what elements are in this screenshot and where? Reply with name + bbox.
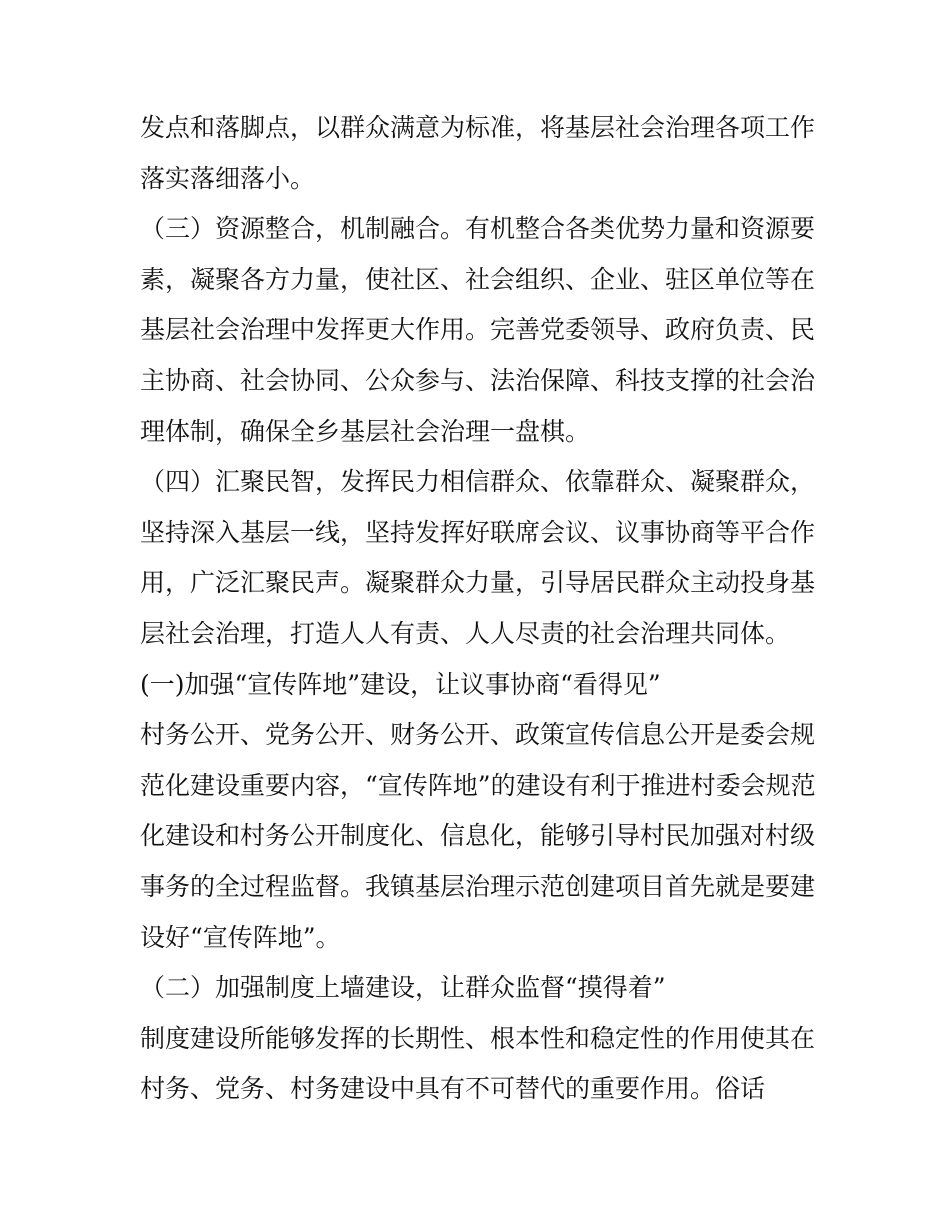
paragraph-line: 发点和落脚点，以群众满意为标准，将基层社会治理各项工作 xyxy=(140,113,816,142)
paragraph-line: 设好“宣传阵地”。 xyxy=(140,922,341,952)
section-heading: （二）加强制度上墙建设，让群众监督“摸得着” xyxy=(140,973,666,1003)
paragraph-line: 范化建设重要内容，“宣传阵地”的建设有利于推进村委会规范 xyxy=(140,770,816,800)
paragraph-line: 用，广泛汇聚民声。凝聚群众力量，引导居民群众主动投身基 xyxy=(140,568,816,598)
paragraph-line: 主协商、社会协同、公众参与、法治保障、科技支撑的社会治 xyxy=(140,365,816,395)
paragraph-line: 村务公开、党务公开、财务公开、政策宣传信息公开是委会规 xyxy=(140,720,816,750)
paragraph-line: 事务的全过程监督。我镇基层治理示范创建项目首先就是要建 xyxy=(140,871,816,901)
paragraph-line: 层社会治理，打造人人有责、人人尽责的社会治理共同体。 xyxy=(140,618,791,648)
paragraph-line: 理体制，确保全乡基层社会治理一盘棋。 xyxy=(140,416,591,446)
paragraph-line: 制度建设所能够发挥的长期性、根本性和稳定性的作用使其在 xyxy=(140,1023,816,1053)
paragraph-line: 村务、党务、村务建设中具有不可替代的重要作用。俗话 xyxy=(140,1074,766,1104)
paragraph-line: （四）汇聚民智，发挥民力相信群众、依靠群众、凝聚群众， xyxy=(140,467,816,497)
paragraph-line: （三）资源整合，机制融合。有机整合各类优势力量和资源要 xyxy=(140,214,816,244)
paragraph-line: 基层社会治理中发挥更大作用。完善党委领导、政府负责、民 xyxy=(140,315,816,345)
document-body xyxy=(140,103,820,1115)
paragraph-line: 化建设和村务公开制度化、信息化，能够引导村民加强对村级 xyxy=(140,821,816,851)
paragraph-line: 坚持深入基层一线，坚持发挥好联席会议、议事协商等平合作 xyxy=(140,517,816,547)
section-heading: (一)加强“宣传阵地”建设，让议事协商“看得见” xyxy=(140,669,661,699)
paragraph-line: 素，凝聚各方力量，使社区、社会组织、企业、驻区单位等在 xyxy=(140,264,816,294)
paragraph-line: 落实落细落小。 xyxy=(140,163,316,193)
